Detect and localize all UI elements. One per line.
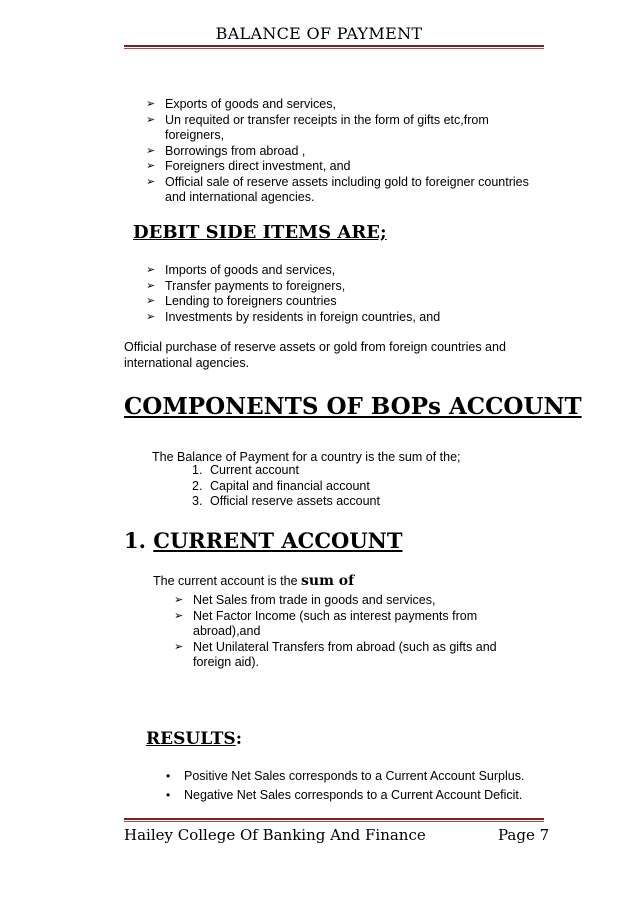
credit-items-list — [146, 97, 546, 206]
dot-bullet-icon: • — [166, 769, 171, 783]
arrow-bullet-icon: ➢ — [146, 264, 156, 276]
results-list — [162, 767, 582, 805]
sum-of-emphasis: sum of — [301, 573, 355, 589]
arrow-bullet-icon: ➢ — [146, 279, 156, 292]
arrow-bullet-icon: ➢ — [174, 640, 184, 653]
list-item: • Negative Net Sales corresponds to a Current Account Deficit. — [162, 786, 582, 805]
components-intro: The Balance of Payment for a country is the sum of the; — [152, 450, 461, 464]
list-item: ➢ Official sale of reserve assets including gold to foreigner countries and international agencies. — [146, 174, 529, 204]
header-rule — [124, 45, 544, 47]
header-rule-thin — [124, 48, 544, 49]
list-item: ➢ Foreigners direct investment, and — [146, 159, 351, 173]
arrow-bullet-icon: ➢ — [146, 144, 156, 157]
footer-college-name: Hailey College Of Banking And Finance — [124, 826, 426, 844]
dot-bullet-icon: • — [166, 788, 171, 802]
arrow-bullet-icon: ➢ — [146, 310, 156, 323]
list-item: • Positive Net Sales corresponds to a Current Account Surplus. — [162, 767, 582, 786]
footer-page-number: Page 7 — [498, 826, 550, 844]
arrow-bullet-icon: ➢ — [146, 160, 156, 172]
list-item: ➢ Transfer payments to foreigners, — [146, 278, 346, 293]
list-item: ➢ Exports of goods and services, — [146, 97, 336, 111]
list-item: ➢ Lending to foreigners countries — [146, 294, 337, 308]
arrow-bullet-icon: ➢ — [146, 175, 156, 188]
list-item: ➢ Imports of goods and services, — [146, 263, 336, 277]
results-heading: RESULTS: — [146, 729, 242, 749]
list-item: ➢ Un requited or transfer receipts in the form of gifts etc,from foreigners, — [146, 112, 489, 142]
footer-rule — [124, 818, 544, 820]
list-item: 3. Official reserve assets account — [192, 494, 380, 508]
current-account-items-list — [174, 593, 524, 671]
arrow-bullet-icon: ➢ — [174, 609, 184, 622]
arrow-bullet-icon: ➢ — [146, 113, 156, 126]
footer-rule-thin — [124, 821, 544, 822]
debit-heading: DEBIT SIDE ITEMS ARE; — [133, 222, 387, 243]
list-item: ➢ Net Factor Income (such as interest payments from abroad),and — [174, 608, 478, 638]
list-item: ➢ Borrowings from abroad , — [146, 143, 306, 158]
list-item: ➢ Net Unilateral Transfers from abroad (such as gifts and foreign aid). — [174, 639, 497, 669]
arrow-bullet-icon: ➢ — [146, 98, 156, 110]
debit-paragraph: Official purchase of reserve assets or gold from foreign countries and international agencies. — [124, 340, 506, 370]
arrow-bullet-icon: ➢ — [174, 594, 184, 606]
arrow-bullet-icon: ➢ — [146, 295, 156, 307]
list-item: ➢ Investments by residents in foreign countries, and — [146, 309, 441, 324]
list-item: 1. Current account — [192, 463, 299, 477]
current-account-heading: 1. CURRENT ACCOUNT — [124, 528, 403, 553]
components-heading: COMPONENTS OF BOPs ACCOUNT — [124, 393, 582, 420]
list-item: 2. Capital and financial account — [192, 478, 370, 493]
debit-items-list — [146, 263, 546, 325]
list-item: ➢ Net Sales from trade in goods and services, — [174, 593, 436, 607]
components-list — [192, 463, 492, 510]
current-account-intro: The current account is the sum of — [153, 573, 355, 589]
page-header-title: BALANCE OF PAYMENT — [215, 24, 423, 43]
